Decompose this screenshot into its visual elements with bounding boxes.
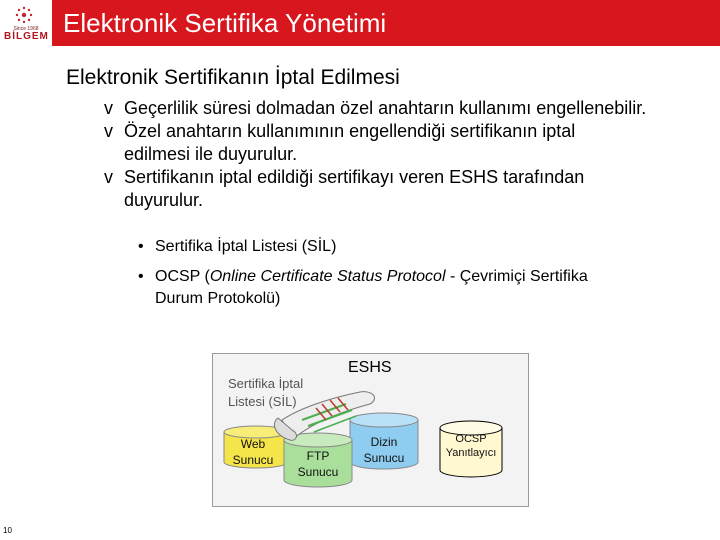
ftp-server-label [290, 448, 346, 480]
logo-since-text: Since 1968 [13, 26, 39, 32]
bullet-dot-icon: • [138, 268, 144, 285]
directory-server-label-line: Dizin [370, 435, 398, 449]
bullet-check-icon: v [104, 121, 113, 141]
crl-label-line: Listesi (SİL) [228, 394, 297, 409]
sub-bullet-text: - Çevrimiçi Sertifika [445, 268, 588, 285]
directory-server-label [354, 434, 414, 466]
ftp-server-label-line: FTP [306, 449, 330, 463]
web-server-label-line: Web [240, 437, 266, 451]
bullet-text: duyurulur. [124, 190, 204, 210]
bullet-text: Özel anahtarın kullanımının engellendiği sertifikanın iptal [124, 121, 576, 141]
crl-label-line: Sertifika İptal [228, 376, 304, 391]
sub-bullet-text: Durum Protokolü) [155, 290, 281, 307]
ocsp-responder-label [436, 432, 506, 460]
eshs-label: ESHS [348, 359, 392, 376]
bullet-text: Geçerlilik süresi dolmadan özel anahtarın kullanımı engellenebilir. [124, 98, 647, 118]
page-title: Elektronik Sertifika Yönetimi [63, 8, 387, 38]
ftp-server-label-line: Sunucu [297, 465, 339, 479]
bullet-text: Sertifikanın iptal edildiği sertifikayı veren ESHS tarafından [124, 167, 585, 187]
bullet-check-icon: v [104, 167, 113, 187]
ocsp-responder-label-line: Yanıtlayıcı [445, 447, 497, 459]
directory-server-label-line: Sunucu [363, 451, 405, 465]
crl-label [228, 375, 303, 411]
ocsp-responder-label-line: OCSP [455, 433, 487, 445]
web-server-label-line: Sunucu [232, 453, 274, 467]
bullet-check-icon: v [104, 98, 113, 118]
sub-bullet-text: Sertifika İptal Listesi (SİL) [155, 238, 337, 255]
bullet-dot-icon: • [138, 238, 144, 255]
sub-bullet-text: OCSP ( [155, 268, 210, 285]
section-title: Elektronik Sertifikanın İptal Edilmesi [66, 66, 400, 89]
bullet-text: edilmesi ile duyurulur. [124, 144, 298, 164]
logo-brand-text: BİLGEM [4, 31, 49, 42]
slide-number: 10 [3, 526, 12, 535]
web-server-label [228, 436, 278, 468]
sub-bullet-italic-text: Online Certificate Status Protocol [209, 268, 446, 285]
